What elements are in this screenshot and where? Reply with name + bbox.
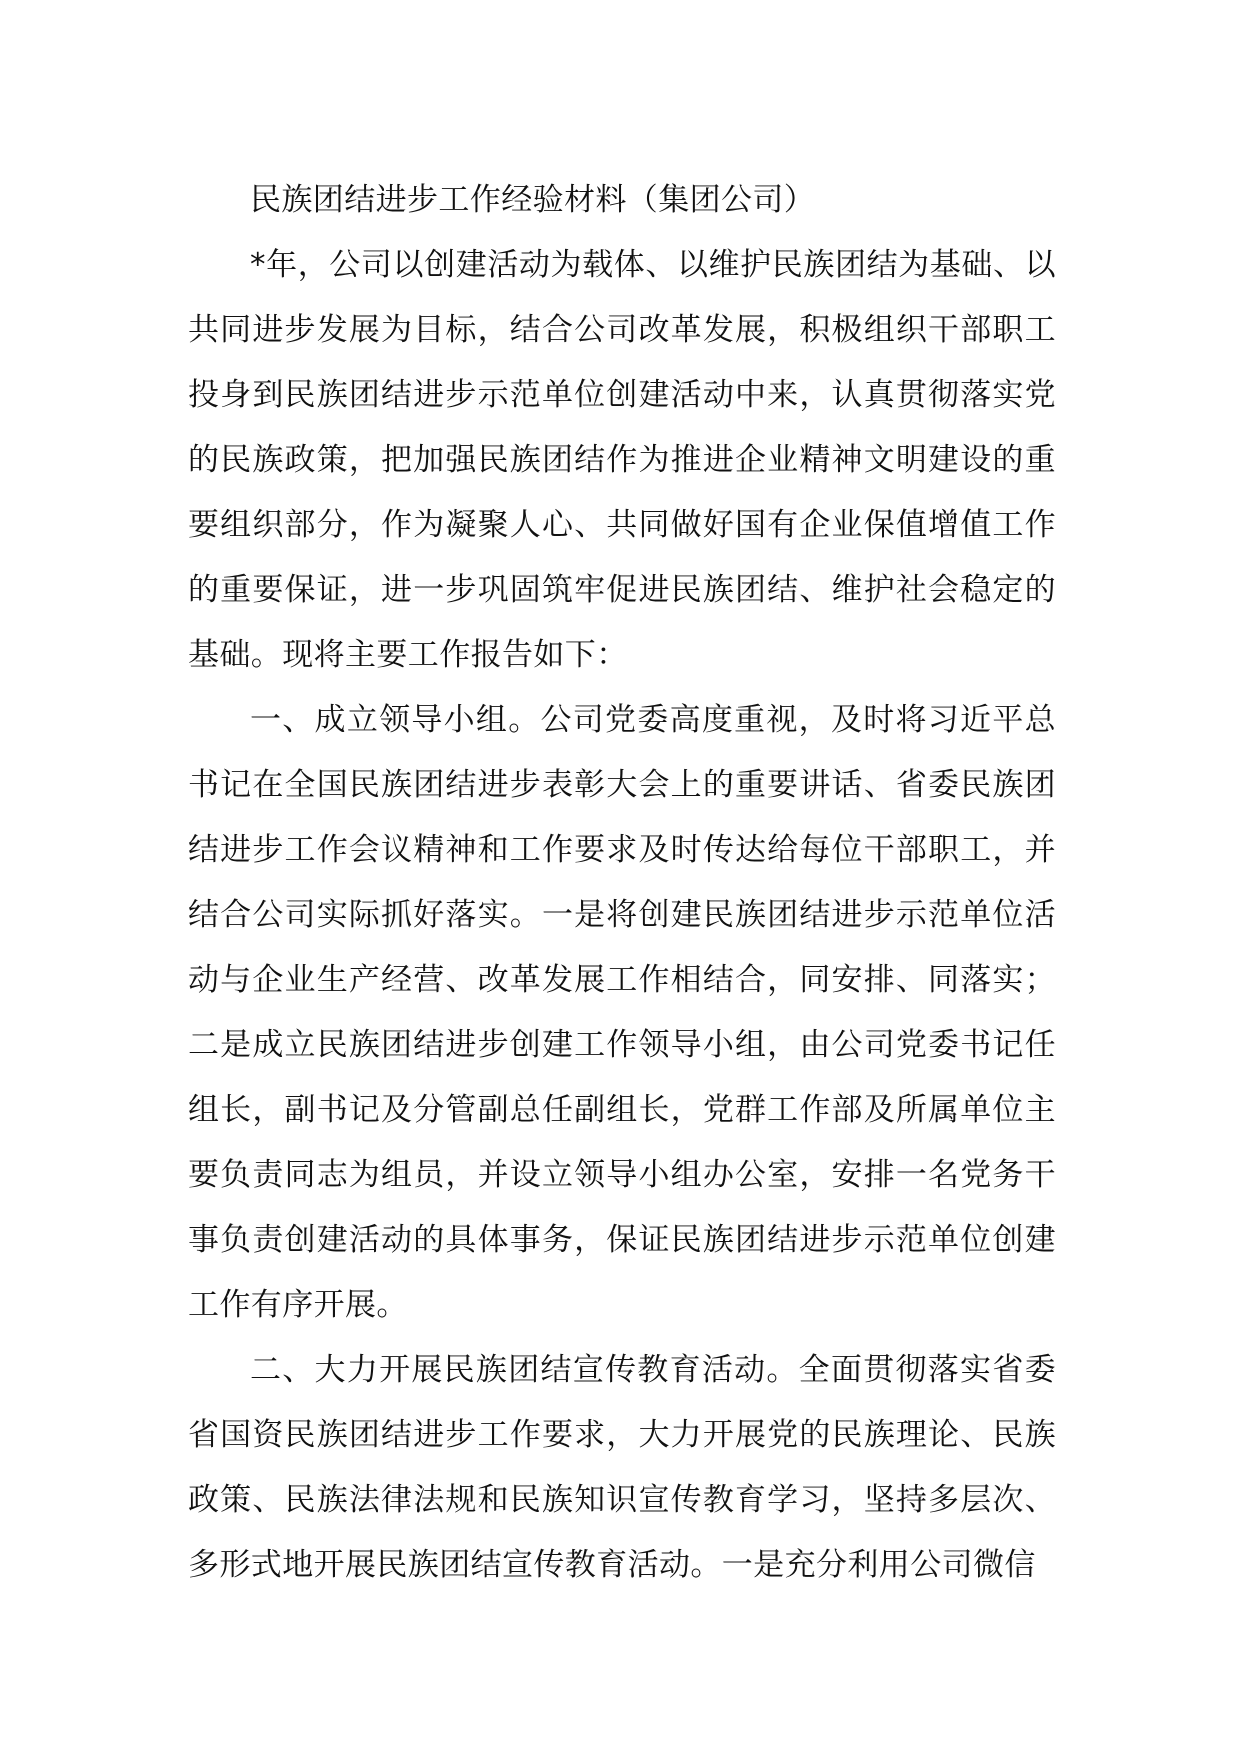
paragraph-section-1: 一、成立领导小组。公司党委高度重视，及时将习近平总书记在全国民族团结进步表彰大会上的重要讲话、省委民族团结进步工作会议精神和工作要求及时传达给每位干部职工，并结合公司实际抓好落实。一是将创建民族团结进步示范单位活动与企业生产经营、改革发展工作相结合，同安排、同落实；二是成立民族团结进步创建工作领导小组，由公司党委书记任组长，副书记及分管副总任副组长，党群工作部及所属单位主要负责同志为组员，并设立领导小组办公室，安排一名党务干事负责创建活动的具体事务，保证民族团结进步示范单位创建工作有序开展。: [188, 702, 1056, 1323]
paragraph-intro: *年，公司以创建活动为载体、以维护民族团结为基础、以共同进步发展为目标，结合公司改革发展，积极组织干部职工投身到民族团结进步示范单位创建活动中来，认真贯彻落实党的民族政策，把加强民族团结作为推进企业精神文明建设的重要组织部分，作为凝聚人心、共同做好国有企业保值增值工作的重要保证，进一步巩固筑牢促进民族团结、维护社会稳定的基础。现将主要工作报告如下：: [188, 247, 1056, 673]
paragraph-section-2: 二、大力开展民族团结宣传教育活动。全面贯彻落实省委省国资民族团结进步工作要求，大力开展党的民族理论、民族政策、民族法律法规和民族知识宣传教育学习，坚持多层次、多形式地开展民族团结宣传教育活动。一是充分利用公司微信: [188, 1352, 1056, 1583]
document-title: 民族团结进步工作经验材料（集团公司）: [250, 182, 816, 218]
document-body: [188, 168, 1056, 1598]
